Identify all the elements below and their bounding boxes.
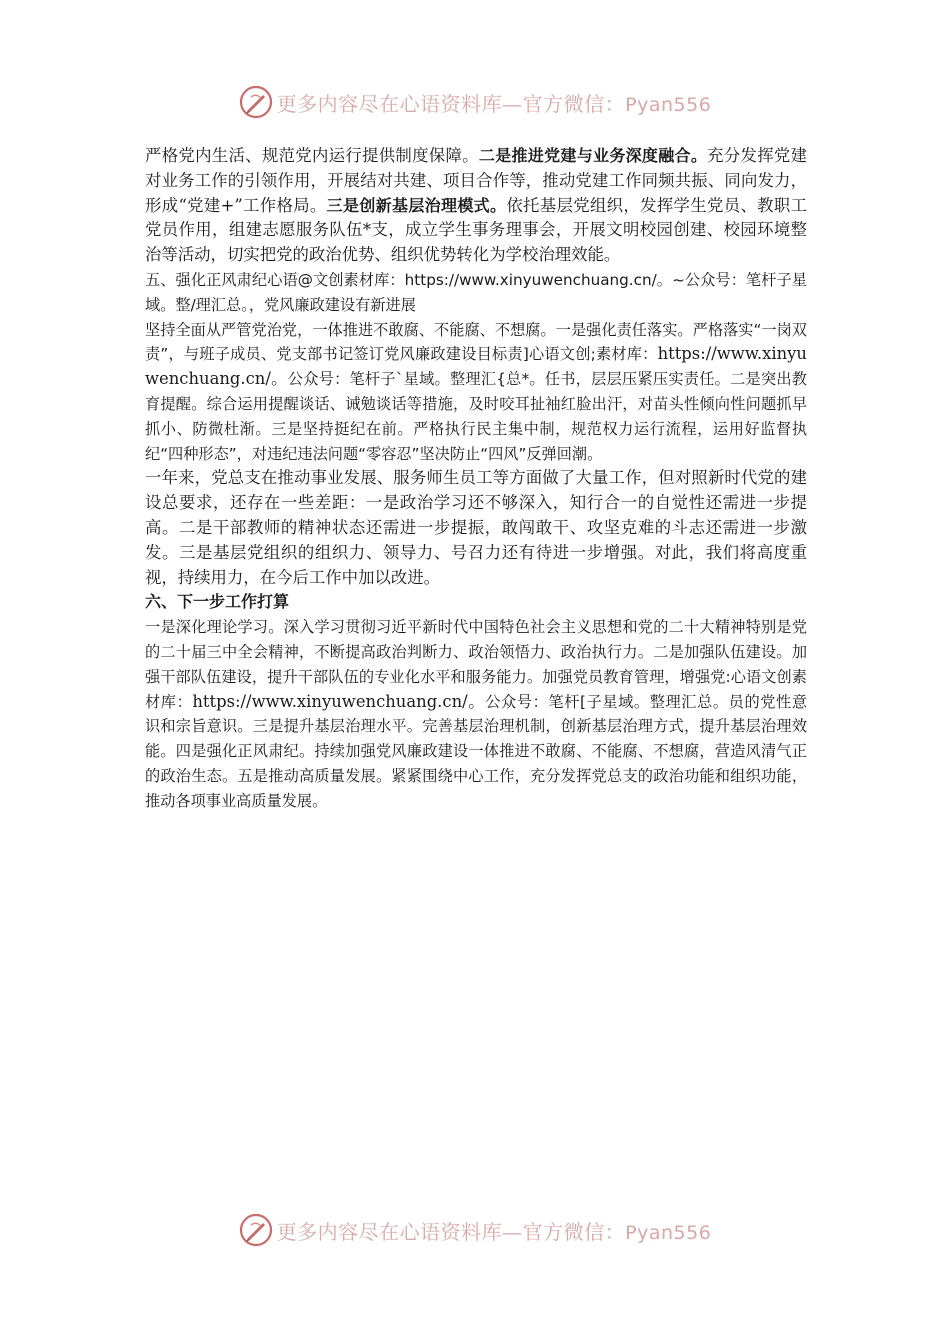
wechat-id: Pyan556: [625, 1221, 712, 1244]
document-body: [145, 144, 807, 814]
section5-heading: 五、强化正风肃纪心语@文创素材库：https://www.xinyuwenchuang.cn/。~公众号：笔杆子星域。整/理汇总。，党风廉政建设有新进展: [145, 270, 807, 314]
header-watermark: [0, 82, 950, 122]
watermark-text: 更多内容尽在心语资料库—官方微信：Pyan556: [276, 1219, 712, 1244]
pen-logo-icon: [239, 85, 273, 119]
summary-paragraph: 一年来，党总支在推动事业发展、服务师生员工等方面做了大量工作，但对照新时代党的建设总要求，还存在一些差距：一是政治学习还不够深入，知行合一的自觉性还需进一步提高。二是干部教师的精神状态还需进一步提振，敢闯敢干、攻坚克难的斗志还需进一步激发。三是基层党组织的组织力、领导力、号召力还有待进一步增强。对此，我们将高度重视，持续用力，在今后工作中加以改进。: [145, 468, 807, 587]
wechat-id: Pyan556: [625, 93, 712, 116]
watermark-text: 更多内容尽在心语资料库—官方微信：Pyan556: [276, 91, 712, 116]
section6-paragraph: 一是深化理论学习。深入学习贯彻习近平新时代中国特色社会主义思想和党的二十大精神特别是党的二十届三中全会精神，不断提高政治判断力、政治领悟力、政治执行力。二是加强队伍建设。加强干部队伍建设，提升干部队伍的专业化水平和服务能力。加强党员教育管理，增强党:心语文创素材库：https://www.xinyuwenchuang.cn/。公众号：笔杆[子星域。整理汇总。员的党性意识和宗旨意识。三是提升基层治理水平。完善基层治理机制，创新基层治理方式，提升基层治理效能。四是强化正风肃纪。持续加强党风廉政建设一体推进不敢腐、不能腐、不想腐，营造风清气正的政治生态。五是推动高质量发展。紧紧围绕中心工作，充分发挥党总支的政治功能和组织功能，推动各项事业高质量发展。: [145, 618, 808, 810]
section4-tail-paragraph: 严格党内生活、规范党内运行提供制度保障。二是推进党建与业务深度融合。充分发挥党建对业务工作的引领作用，开展结对共建、项目合作等，推动党建工作同频共振、同向发力，形成“党建+”工作格局。三是创新基层治理模式。依托基层党组织，发挥学生党员、教职工党员作用，组建志愿服务队伍*支，成立学生事务理事会，开展文明校园创建、校园环境整治等活动，切实把党的政治优势、组织优势转化为学校治理效能。: [145, 146, 808, 265]
pen-logo-icon: [239, 1213, 273, 1247]
footer-watermark: [0, 1210, 950, 1250]
point-three-title: 三是创新基层治理模式。: [326, 195, 507, 215]
point-two-title: 二是推进党建与业务深度融合。: [478, 146, 708, 165]
source-url: https://www.xinyuwenchuang.cn/。: [145, 344, 807, 389]
section6-heading: 六、下一步工作打算: [145, 592, 290, 612]
source-url: https://www.xinyuwenchuang.cn/。: [192, 691, 486, 711]
section5-paragraph: 坚持全面从严管党治党，一体推进不敢腐、不能腐、不想腐。一是强化责任落实。严格落实“一岗双责”，与班子成员、党支部书记签订党风廉政建设目标责]心语文创;素材库：https://www.xinyuwenchuang.cn/。公众号：笔杆子`星域。整理汇{总*。任书，层层压紧压实责任。二是突出教育提醒。综合运用提醒谈话、诫勉谈话等措施，及时咬耳扯袖红脸出汗，对苗头性倾向性问题抓早抓小、防微杜渐。三是坚持挺纪在前。严格执行民主集中制，规范权力运行流程，运用好监督执纪“四种形态”，对违纪违法问题“零容忍”坚决防止“四风”反弹回潮。: [145, 320, 807, 463]
